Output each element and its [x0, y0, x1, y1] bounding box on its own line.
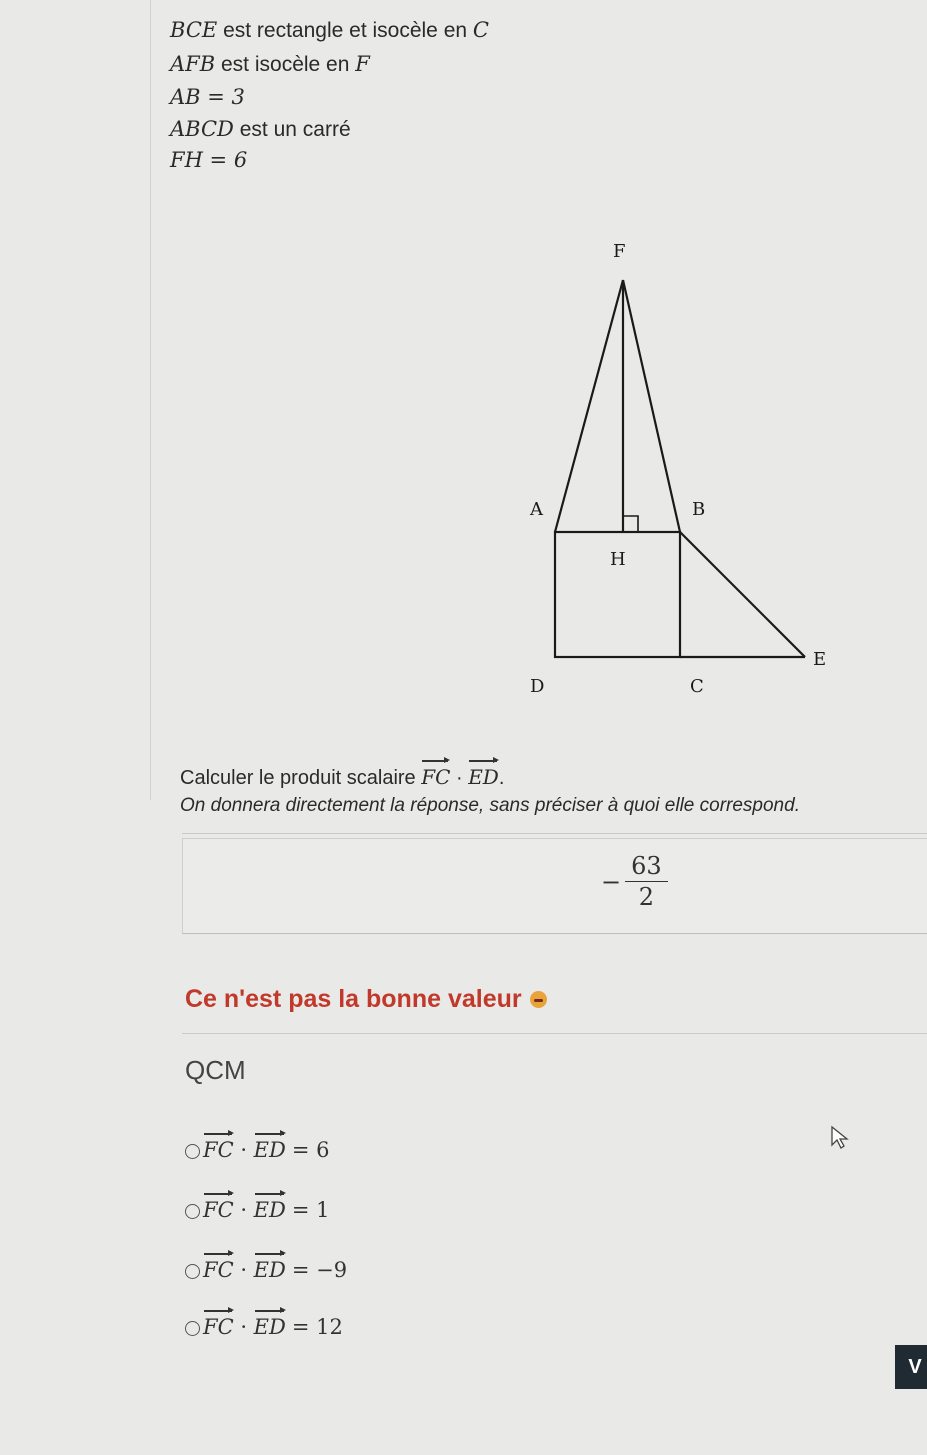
hypothesis-math-end: F	[355, 52, 370, 76]
vector-ed: ED	[254, 1250, 286, 1282]
answer-value	[601, 853, 668, 911]
qcm-option-1[interactable]	[185, 1130, 329, 1162]
hypothesis-math: ABCD	[170, 117, 234, 141]
mouse-cursor-icon	[830, 1125, 850, 1151]
vector-ed: ED	[254, 1130, 286, 1162]
option-value: = 12	[291, 1315, 343, 1339]
segment-be	[680, 532, 805, 657]
hypothesis-ab	[170, 85, 245, 110]
feedback-text: Ce n'est pas la bonne valeur	[185, 985, 522, 1013]
qcm-option-3[interactable]	[185, 1250, 347, 1282]
segment-bf	[623, 280, 680, 532]
radio-button[interactable]	[185, 1204, 200, 1219]
label-f: F	[613, 241, 626, 262]
divider	[182, 1033, 927, 1034]
label-d: D	[530, 676, 545, 697]
question-label: Calculer le produit scalaire	[180, 767, 422, 789]
hypothesis-math: AFB	[170, 52, 216, 76]
numerator: 63	[625, 853, 668, 882]
right-angle-mark	[623, 516, 638, 532]
hypothesis-text: est isocèle en	[215, 53, 356, 76]
segment-af	[555, 280, 623, 532]
label-b: B	[692, 499, 706, 520]
question-text	[180, 757, 504, 790]
denominator: 2	[638, 883, 655, 912]
option-value: = 6	[291, 1138, 330, 1162]
hypothesis-afb	[170, 52, 370, 77]
dot-operator: ·	[233, 1258, 254, 1282]
vector-fc: FC	[421, 757, 450, 789]
left-divider	[150, 0, 151, 800]
hypothesis-math: AB = 3	[170, 85, 245, 109]
minus-sign: −	[601, 867, 622, 896]
qcm-title: QCM	[185, 1055, 246, 1085]
vector-fc: FC	[203, 1130, 234, 1162]
answer-input[interactable]	[182, 838, 927, 934]
qcm-option-4[interactable]	[185, 1307, 343, 1339]
hypothesis-fh	[170, 148, 247, 173]
fraction	[625, 853, 668, 911]
question-end: .	[498, 767, 505, 789]
hypothesis-bce	[170, 18, 489, 43]
validate-button[interactable]: V	[895, 1345, 927, 1389]
dot-operator: ·	[233, 1198, 254, 1222]
hypothesis-math-end: C	[472, 18, 489, 42]
vector-fc: FC	[203, 1307, 234, 1339]
hypothesis-text: est rectangle et isocèle en	[217, 19, 473, 42]
label-c: C	[690, 676, 704, 697]
dot-operator: ·	[450, 767, 469, 789]
vector-ed: ED	[468, 757, 499, 789]
label-a: A	[530, 499, 543, 520]
feedback-message	[185, 985, 547, 1014]
divider	[182, 833, 927, 834]
hypothesis-math: BCE	[170, 18, 218, 42]
label-h: H	[610, 549, 626, 570]
geometry-figure	[480, 225, 860, 705]
option-value: = 1	[291, 1198, 330, 1222]
radio-button[interactable]	[185, 1144, 200, 1159]
option-value: = −9	[291, 1258, 348, 1282]
dot-operator: ·	[233, 1315, 254, 1339]
radio-button[interactable]	[185, 1321, 200, 1336]
sad-face-icon	[530, 991, 547, 1008]
vector-fc: FC	[203, 1190, 234, 1222]
hypothesis-math: FH = 6	[170, 148, 248, 172]
qcm-option-2[interactable]	[185, 1190, 329, 1222]
label-e: E	[813, 649, 827, 670]
radio-button[interactable]	[185, 1264, 200, 1279]
vector-ed: ED	[254, 1190, 286, 1222]
instruction-text: On donnera directement la réponse, sans préciser à quoi elle correspond.	[180, 795, 800, 816]
dot-operator: ·	[233, 1138, 254, 1162]
hypothesis-text: est un carré	[233, 118, 351, 141]
hypothesis-abcd	[170, 117, 351, 142]
vector-ed: ED	[254, 1307, 286, 1339]
vector-fc: FC	[203, 1250, 234, 1282]
